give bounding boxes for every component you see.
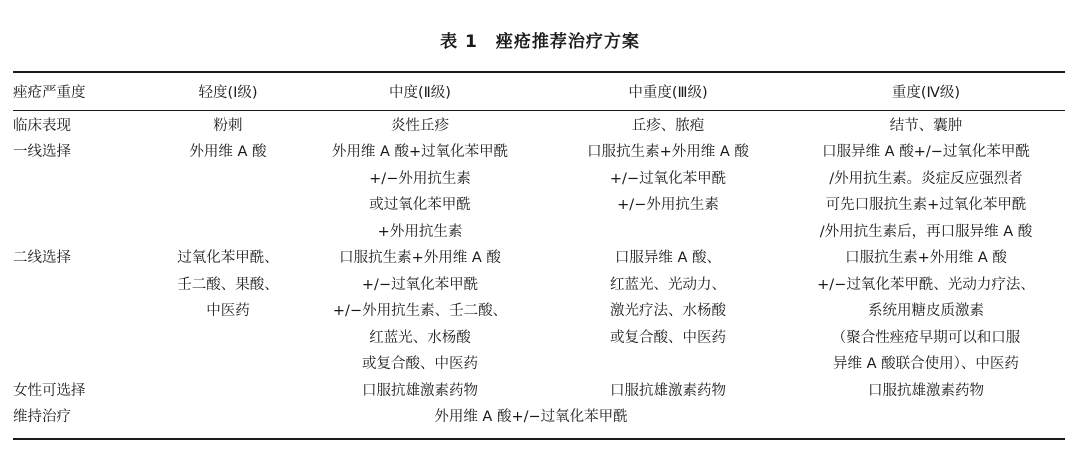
table-title: 表 1 痤疮推荐治疗方案 xyxy=(440,32,640,52)
header-rule xyxy=(13,110,1065,111)
cell-clinical-mild: 粉刺 xyxy=(213,118,243,134)
cell-second-moderate: 口服抗生素+外用维 A 酸 +/−过氧化苯甲酰 +/−外用抗生素、壬二酸、 红蓝光、水杨酸 或复合酸、中医药 xyxy=(332,250,508,372)
cell-female-severe: 口服抗雄激素药物 xyxy=(868,383,984,399)
row-label-clinical: 临床表现 xyxy=(13,118,71,134)
cell-second-modsevere: 口服异维 A 酸、 红蓝光、光动力、 激光疗法、水杨酸 或复合酸、中医药 xyxy=(610,250,726,346)
cell-female-moderate: 口服抗雄激素药物 xyxy=(362,383,478,399)
header-severe: 重度(Ⅳ级) xyxy=(891,85,961,101)
cell-clinical-modsevere: 丘疹、脓疱 xyxy=(631,118,705,134)
top-rule xyxy=(13,71,1065,73)
row-label-maintenance: 维持治疗 xyxy=(13,409,71,425)
cell-female-modsevere: 口服抗雄激素药物 xyxy=(610,383,726,399)
header-moderate: 中度(Ⅱ级) xyxy=(389,85,451,101)
cell-second-severe: 口服抗生素+外用维 A 酸 +/−过氧化苯甲酰、光动力疗法、 系统用糖皮质激素 （聚合性痤疮早期可以和口服 异维 A 酸联合使用）、中医药 xyxy=(817,250,1035,372)
cell-first-severe: 口服异维 A 酸+/−过氧化苯甲酰 /外用抗生素。炎症反应强烈者 可先口服抗生素+过氧化苯甲酰 /外用抗生素后，再口服异维 A 酸 xyxy=(819,144,1033,240)
cell-clinical-moderate: 炎性丘疹 xyxy=(391,118,449,134)
cell-second-mild: 过氧化苯甲酰、 壬二酸、果酸、 中医药 xyxy=(177,250,279,319)
row-label-female: 女性可选择 xyxy=(13,383,86,399)
cell-first-modsevere: 口服抗生素+外用维 A 酸 +/−过氧化苯甲酰 +/−外用抗生素 xyxy=(587,144,749,213)
cell-first-mild: 外用维 A 酸 xyxy=(189,144,267,160)
cell-maintenance-all: 外用维 A 酸+/−过氧化苯甲酰 xyxy=(434,409,628,425)
bottom-rule xyxy=(13,438,1065,440)
cell-clinical-severe: 结节、囊肿 xyxy=(889,118,963,134)
cell-first-moderate: 外用维 A 酸+过氧化苯甲酰 +/−外用抗生素 或过氧化苯甲酰 +外用抗生素 xyxy=(331,144,509,240)
header-moderate-severe: 中重度(Ⅲ级) xyxy=(628,85,708,101)
row-label-first-line: 一线选择 xyxy=(13,144,71,160)
header-mild: 轻度(Ⅰ级) xyxy=(198,85,258,101)
row-label-second-line: 二线选择 xyxy=(13,250,71,266)
header-severity: 痤疮严重度 xyxy=(13,85,86,101)
